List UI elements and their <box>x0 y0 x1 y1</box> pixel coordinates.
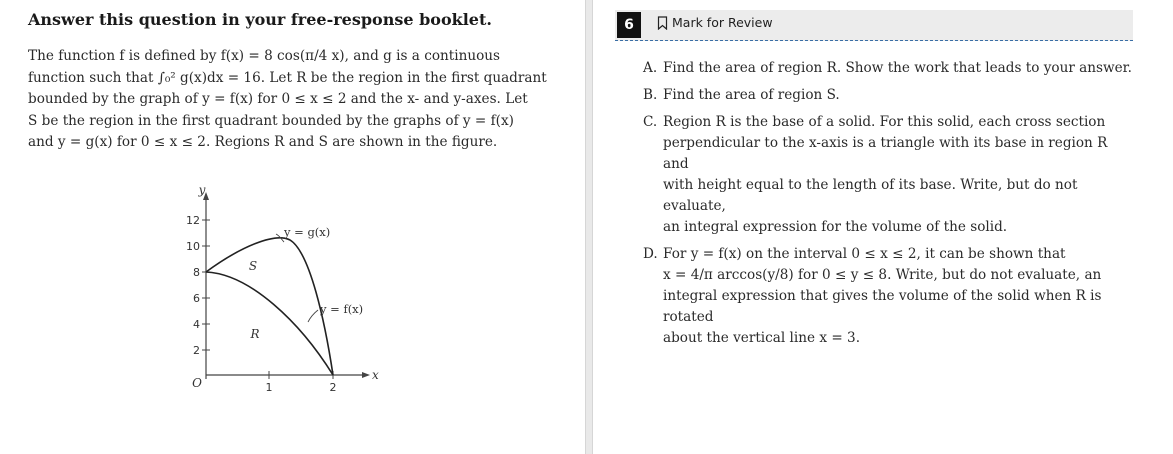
part-line: For y = f(x) on the interval 0 ≤ x ≤ 2, it can be shown that <box>663 246 1066 262</box>
pane-divider[interactable] <box>585 0 593 454</box>
y-tick-label: 4 <box>193 318 200 331</box>
y-tick-label: 6 <box>193 292 200 305</box>
part-letter: B. <box>643 87 658 103</box>
part-line: Find the area of region R. Show the work that leads to your answer. <box>663 60 1132 76</box>
region-s-label: S <box>248 259 258 273</box>
question-pane <box>593 0 1173 454</box>
instruction-heading: Answer this question in your free-response booklet. <box>28 10 492 29</box>
f-curve-label: y = f(x) <box>320 302 364 316</box>
g-curve <box>206 238 333 375</box>
bookmark-icon <box>657 16 668 30</box>
part-line: integral expression that gives the volume of the solid when R is rotated <box>663 288 1102 325</box>
part-line: x = 4/π arccos(y/8) for 0 ≤ y ≤ 8. Write, but do not evaluate, an <box>663 267 1102 283</box>
stem-line: The function f is defined by f(x) = 8 cos(π/4 x), and g is a continuous <box>28 48 500 64</box>
stimulus-pane <box>0 0 585 454</box>
y-tick-label: 12 <box>186 214 200 227</box>
stem-line: S be the region in the first quadrant bounded by the graphs of y = f(x) <box>28 112 514 129</box>
part-b <box>643 85 1133 106</box>
stem-line: and y = g(x) for 0 ≤ x ≤ 2. Regions R and S are shown in the figure. <box>28 134 498 150</box>
part-letter: C. <box>643 114 658 130</box>
question-stem <box>28 46 568 154</box>
x-axis-arrow <box>362 372 370 378</box>
part-line: about the vertical line x = 3. <box>663 330 861 346</box>
part-line: with height equal to the length of its base. Write, but do not evaluate, <box>663 177 1078 214</box>
part-line: an integral expression for the volume of the solid. <box>663 219 1008 235</box>
part-letter: D. <box>643 246 658 262</box>
mark-for-review-button[interactable] <box>657 15 773 30</box>
x-tick-label: 2 <box>329 381 337 394</box>
question-number: 6 <box>617 12 641 38</box>
y-tick-label: 2 <box>193 344 200 357</box>
y-tick-label: 8 <box>193 266 200 279</box>
question-header <box>615 10 1133 41</box>
y-tick-label: 10 <box>186 240 200 253</box>
x-tick-label: 1 <box>265 381 273 394</box>
mark-for-review-label: Mark for Review <box>672 15 773 30</box>
part-line: perpendicular to the x-axis is a triangle with its base in region R and <box>663 135 1108 172</box>
region-r-label: R <box>250 327 260 341</box>
part-letter: A. <box>643 60 658 76</box>
x-axis-label: x <box>372 368 379 382</box>
question-parts <box>643 58 1133 355</box>
part-d <box>643 244 1133 349</box>
g-curve-label: y = g(x) <box>284 225 331 239</box>
origin-label: O <box>192 376 202 390</box>
part-line: Find the area of region S. <box>663 87 840 103</box>
region-figure <box>180 182 390 397</box>
part-line: Region R is the base of a solid. For this solid, each cross section <box>663 114 1106 130</box>
stem-line: function such that ∫₀² g(x)dx = 16. Let R be the region in the first quadrant <box>28 69 547 86</box>
y-axis-label: y <box>198 183 206 197</box>
stem-line: bounded by the graph of y = f(x) for 0 ≤ x ≤ 2 and the x- and y-axes. Let <box>28 91 528 107</box>
part-c <box>643 112 1133 238</box>
part-a <box>643 58 1133 79</box>
